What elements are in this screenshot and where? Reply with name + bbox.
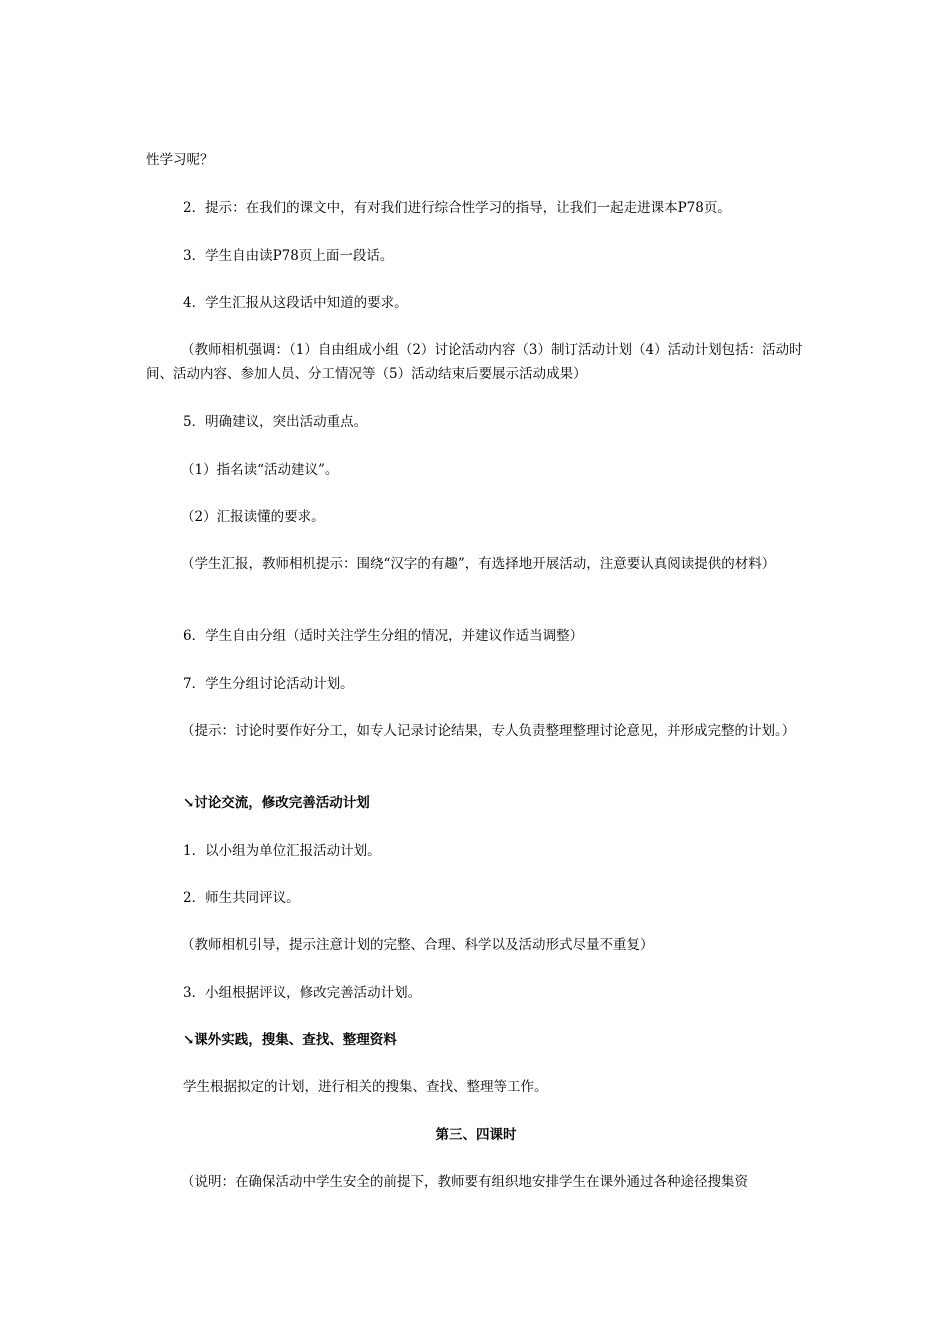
text-line: 3．小组根据评议，修改完善活动计划。 [183,985,422,1001]
text-line: 5．明确建议，突出活动重点。 [183,414,368,430]
text-line: （教师相机引导，提示注意计划的完整、合理、科学以及活动形式尽量不重复） [181,937,654,953]
text-line: （2）汇报读懂的要求。 [181,509,325,525]
text-line: 3．学生自由读P78页上面一段话。 [183,248,394,264]
text-line: 2．师生共同评议。 [183,890,300,906]
text-line: （说明：在确保活动中学生安全的前提下，教师要有组织地安排学生在课外通过各种途径搜集资 [181,1174,748,1190]
text-line: 4．学生汇报从这段话中知道的要求。 [183,295,408,311]
text-line: 2．提示：在我们的课文中，有对我们进行综合性学习的指导，让我们一起走进课本P78页。 [183,200,731,216]
text-line: （1）指名读“活动建议”。 [181,462,339,478]
text-line: 1．以小组为单位汇报活动计划。 [183,843,381,859]
section-heading: ↘讨论交流，修改完善活动计划 [183,795,370,811]
text-paragraph: （教师相机强调：（1）自由组成小组（2）讨论活动内容（3）制订活动计划（4）活动计划包括：活动时间、活动内容、参加人员、分工情况等（5）活动结束后要展示活动成果） [146,342,803,382]
text-line: 6．学生自由分组（适时关注学生分组的情况，并建议作适当调整） [183,628,584,644]
text-paragraph: （提示：讨论时要作好分工，如专人记录讨论结果，专人负责整理整理讨论意见，并形成完整的计划。） [181,723,796,739]
text-paragraph: （学生汇报，教师相机提示：围绕“汉字的有趣”，有选择地开展活动，注意要认真阅读提供的材料） [181,556,776,572]
text-line: 学生根据拟定的计划，进行相关的搜集、查找、整理等工作。 [183,1079,548,1095]
section-heading: ↘课外实践，搜集、查找、整理资料 [183,1032,397,1048]
text-line: 7．学生分组讨论活动计划。 [183,676,354,692]
text-line: 性学习呢？ [146,152,214,168]
lesson-heading: 第三、四课时 [435,1127,517,1143]
